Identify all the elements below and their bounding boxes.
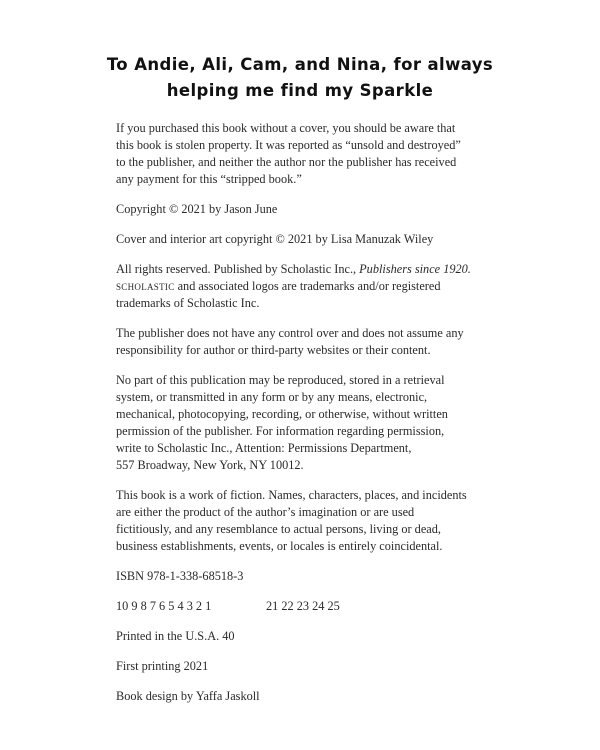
stripped-line-4: any payment for this “stripped book.” [116, 172, 302, 186]
repro-line-3: mechanical, photocopying, recording, or otherwise, without written [116, 407, 448, 421]
printed-in: Printed in the U.S.A. 40 [116, 629, 235, 643]
control-line-1: The publisher does not have any control over and does not assume any [116, 326, 464, 340]
stripped-line-3: to the publisher, and neither the author nor the publisher has received [116, 155, 457, 169]
printing-years: 21 22 23 24 25 [266, 599, 340, 613]
repro-line-1: No part of this publication may be reproduced, stored in a retrieval [116, 373, 445, 387]
stripped-line-2: this book is stolen property. It was reported as “unsold and destroyed” [116, 138, 461, 152]
dedication-line-1: To Andie, Ali, Cam, and Nina, for always [106, 55, 494, 74]
fiction-line-2: are either the product of the author’s imagination or are used [116, 505, 415, 519]
stripped-book-notice [116, 120, 516, 188]
art-copyright-line: Cover and interior art copyright © 2021 by Lisa Manuzak Wiley [116, 232, 434, 246]
printing-line [116, 598, 516, 615]
book-design-credit: Book design by Yaffa Jaskoll [116, 689, 260, 703]
dedication [0, 52, 600, 104]
repro-line-2: system, or transmitted in any form or by any means, electronic, [116, 390, 428, 404]
copyright-body [116, 120, 516, 718]
rights-line-1a: All rights reserved. Published by Scholastic Inc., [116, 262, 360, 276]
reproduction-notice [116, 372, 516, 474]
first-printing: First printing 2021 [116, 659, 209, 673]
repro-line-6: 557 Broadway, New York, NY 10012. [116, 458, 304, 472]
fiction-line-1: This book is a work of fiction. Names, characters, places, and incidents [116, 488, 467, 502]
repro-line-4: permission of the publisher. For information regarding permission, [116, 424, 445, 438]
dedication-line-2: helping me find my Sparkle [166, 81, 434, 100]
fiction-notice [116, 487, 516, 555]
rights-line-3: trademarks of Scholastic Inc. [116, 296, 260, 310]
stripped-line-1: If you purchased this book without a cover, you should be aware that [116, 121, 456, 135]
control-line-2: responsibility for author or third-party websites or their content. [116, 343, 431, 357]
fiction-line-3: fictitiously, and any resemblance to actual persons, living or dead, [116, 522, 441, 536]
copyright-line: Copyright © 2021 by Jason June [116, 202, 278, 216]
control-notice [116, 325, 516, 359]
printing-numbers: 10 9 8 7 6 5 4 3 2 1 [116, 599, 212, 613]
rights-line-2: and associated logos are trademarks and/or registered [174, 279, 441, 293]
fiction-line-4: business establishments, events, or locales is entirely coincidental. [116, 539, 443, 553]
scholastic-wordmark: scholastic [116, 279, 175, 293]
repro-line-5: write to Scholastic Inc., Attention: Permissions Department, [116, 441, 412, 455]
rights-notice [116, 261, 516, 312]
publishers-since: Publishers since 1920. [359, 262, 471, 276]
isbn: ISBN 978-1-338-68518-3 [116, 569, 244, 583]
